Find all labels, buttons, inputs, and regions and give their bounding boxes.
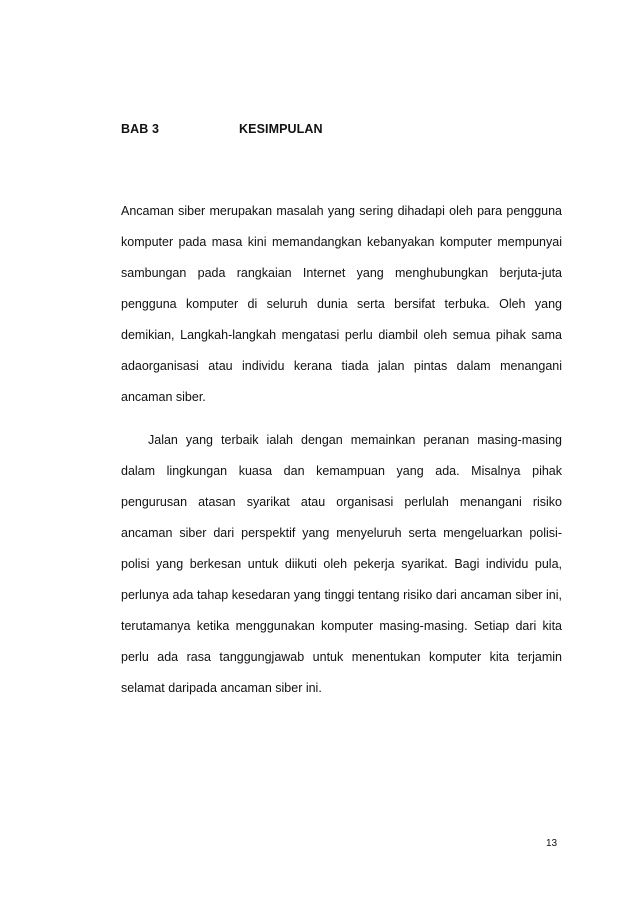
paragraph-1: Ancaman siber merupakan masalah yang sering dihadapi oleh para pengguna komputer pada masa kini memandangkan kebanyakan komputer mempunyai sambungan pada rangkaian Internet yang menghubungkan berjuta-juta pengguna komputer di seluruh dunia serta bersifat terbuka. Oleh yang demikian, Langkah-langkah mengatasi perlu diambil oleh semua pihak sama adaorganisasi atau individu kerana tiada jalan pintas dalam menangani ancaman siber. (121, 204, 562, 404)
chapter-number: BAB 3 (121, 122, 160, 136)
chapter-title: KESIMPULAN (239, 122, 323, 136)
paragraph-2: Jalan yang terbaik ialah dengan memainkan peranan masing-masing dalam lingkungan kuasa dan kemampuan yang ada. Misalnya pihak pengurusan atasan syarikat atau organisasi perlulah menangani risiko ancaman siber dari perspektif yang menyeluruh serta mengeluarkan polisi-polisi yang berkesan untuk diikuti oleh pekerja syarikat. Bagi individu pula, perlunya ada tahap kesedaran yang tinggi tentang risiko dari ancaman siber ini, terutamanya ketika menggunakan komputer masing-masing. Setiap dari kita perlu ada rasa tanggungjawab untuk menentukan komputer kita terjamin selamat daripada ancaman siber ini. (121, 433, 562, 695)
page-number: 13 (546, 838, 558, 849)
